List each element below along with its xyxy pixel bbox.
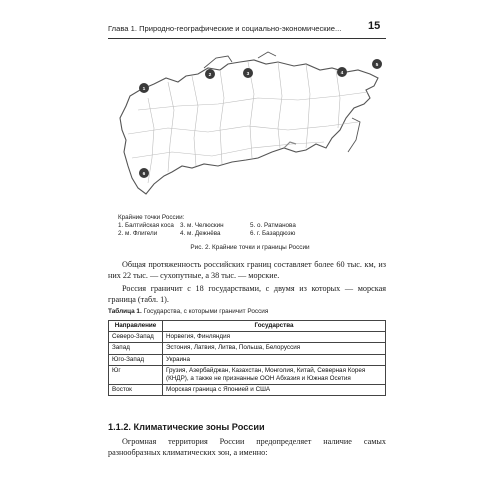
legend-item: 3. м. Челюскин: [180, 222, 224, 230]
legend-item: 5. о. Ратманова: [250, 222, 296, 230]
svg-text:1: 1: [142, 86, 146, 92]
table-header-row: [109, 321, 386, 332]
svg-text:4: 4: [340, 70, 344, 76]
countries-cell: Эстония, Латвия, Литва, Польша, Белоруссия: [163, 343, 386, 354]
legend-title: Крайние точки России:: [118, 214, 185, 221]
paragraph: Огромная территория России предопределяет наличие самых разнообразных климатических зон, а именно:: [108, 437, 386, 457]
svg-text:2: 2: [208, 72, 212, 78]
legend-item: 2. м. Флигели: [118, 230, 158, 238]
legend-item: 6. г. Базардюзю: [250, 230, 296, 238]
countries-cell: Грузия, Азербайджан, Казахстан, Монголия, Китай, Северная Корея (КНДР), а также не признанные ООН Абхазия и Южная Осетия: [163, 365, 386, 384]
table-caption-label: Таблица 1.: [108, 308, 142, 315]
direction-cell: Юг: [109, 365, 163, 384]
countries-cell: Морская граница с Японией и США: [163, 385, 386, 396]
marker-6-icon: [139, 168, 149, 178]
legend-item: 4. м. Дежнёва: [180, 230, 221, 238]
table-row: [109, 365, 386, 384]
paragraph: Общая протяженность российских границ составляет более 60 тыс. км, из них 22 тыс. — сухопутные, а 38 тыс. — морские.: [108, 260, 386, 280]
table-row: [109, 354, 386, 365]
marker-3-icon: [243, 68, 253, 78]
marker-2-icon: [205, 69, 215, 79]
legend-item: 1. Балтийская коса: [118, 222, 174, 230]
direction-cell: Юго-Запад: [109, 354, 163, 365]
table-row: [109, 332, 386, 343]
marker-5-icon: [372, 59, 382, 69]
svg-text:6: 6: [142, 171, 146, 177]
marker-4-icon: [337, 67, 347, 77]
running-header: Глава 1. Природно-географические и социально-экономические...: [108, 24, 342, 33]
column-header: Государства: [163, 321, 386, 332]
direction-cell: Запад: [109, 343, 163, 354]
table-row: [109, 385, 386, 396]
section-heading: 1.1.2. Климатические зоны России: [108, 422, 265, 432]
figure-caption: Рис. 2. Крайние точки и границы России: [190, 244, 310, 251]
header-rule: [108, 38, 386, 39]
countries-cell: Украина: [163, 354, 386, 365]
russia-map: [108, 48, 388, 220]
map-legend: [118, 214, 330, 239]
paragraph: Россия граничит с 18 государствами, с двумя из которых — морская граница (табл. 1).: [108, 284, 386, 304]
direction-cell: Северо-Запад: [109, 332, 163, 343]
direction-cell: Восток: [109, 385, 163, 396]
neighbors-table: [108, 320, 386, 396]
marker-1-icon: [139, 83, 149, 93]
table-caption-text: Государства, с которыми граничит Россия: [143, 308, 269, 315]
svg-text:5: 5: [375, 62, 379, 68]
table-caption: [108, 308, 268, 315]
column-header: Направление: [109, 321, 163, 332]
svg-text:3: 3: [246, 71, 250, 77]
countries-cell: Норвегия, Финляндия: [163, 332, 386, 343]
page-number: 15: [368, 20, 381, 32]
table-row: [109, 343, 386, 354]
